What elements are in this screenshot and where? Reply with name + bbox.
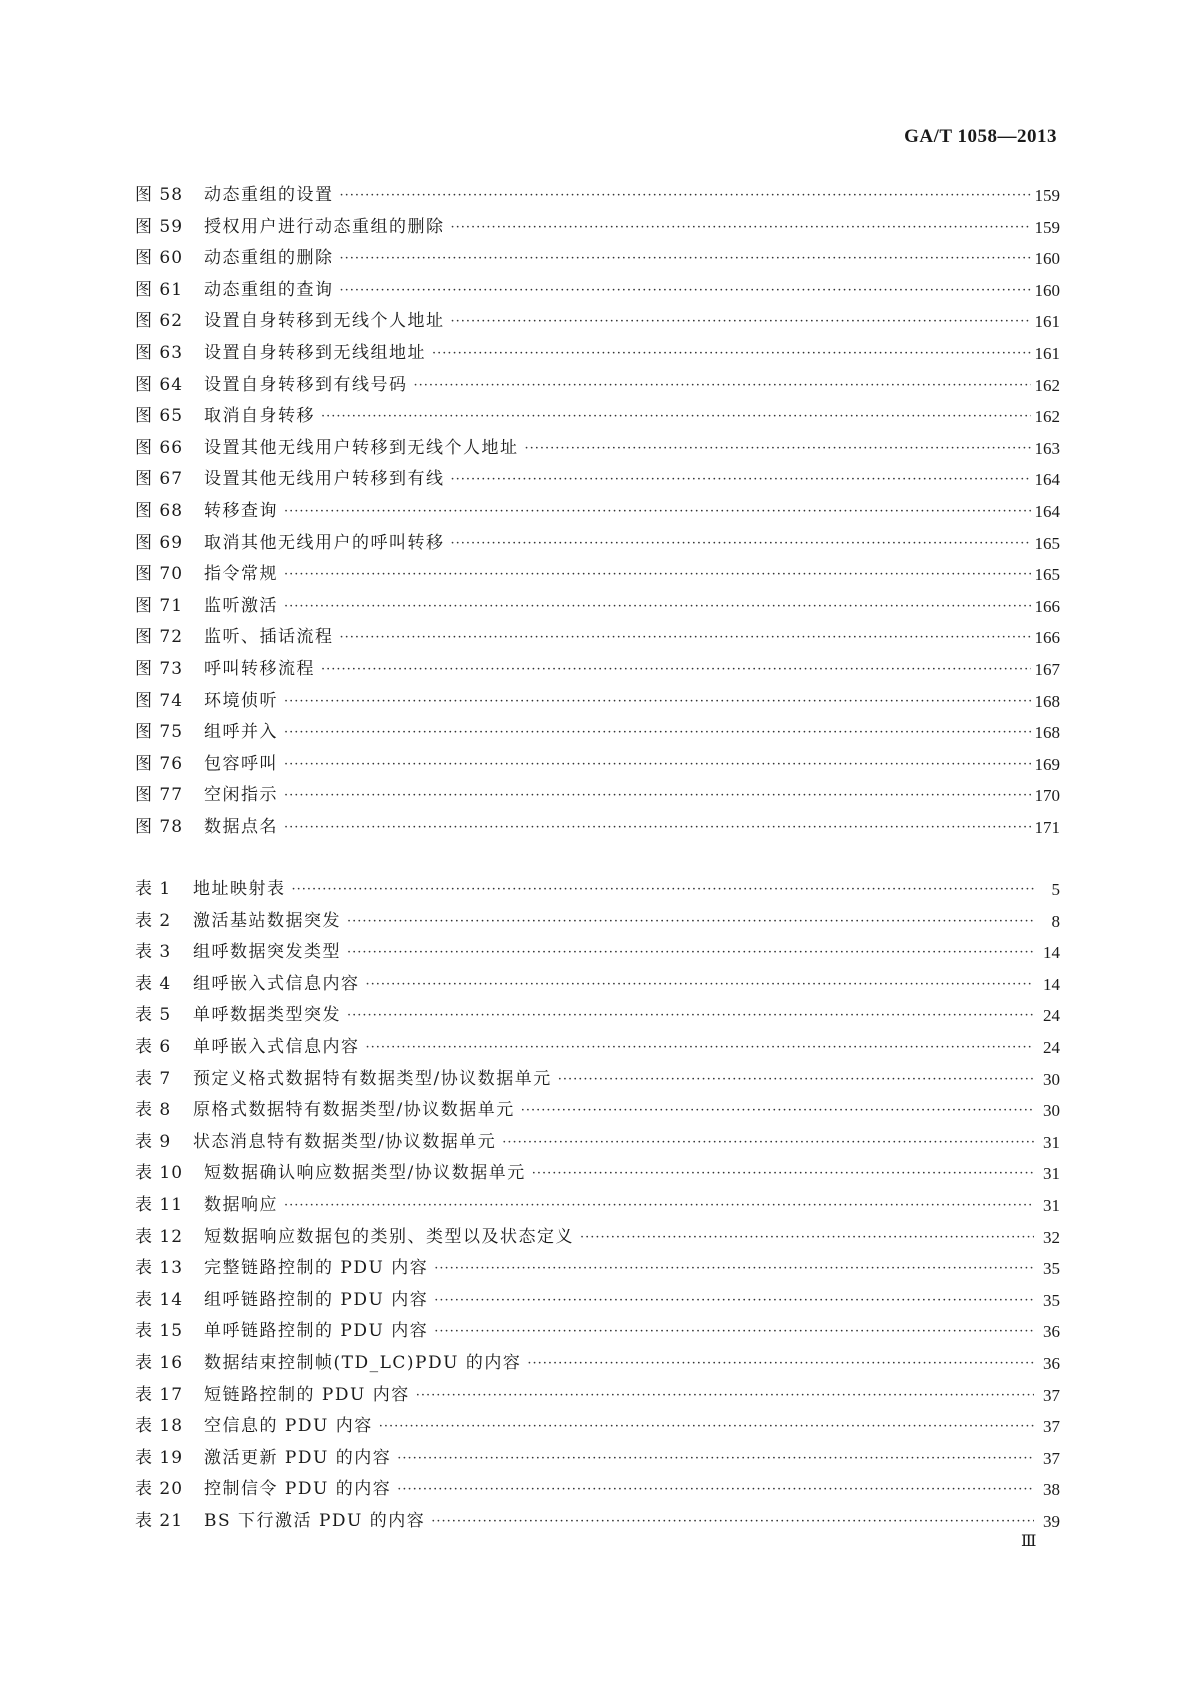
figure-entry-label: 图 74 xyxy=(135,690,184,711)
figure-entry-label: 图 61 xyxy=(135,279,184,300)
figure-entry-title: 监听、插话流程 xyxy=(204,627,334,648)
dot-leader xyxy=(340,180,1031,212)
table-entry-page: 14 xyxy=(1043,943,1060,963)
figure-entry-label: 图 68 xyxy=(135,500,184,521)
figure-entry-page: 168 xyxy=(1034,723,1060,743)
table-entry-title: 短链路控制的 PDU 内容 xyxy=(204,1384,410,1405)
figure-entry-page: 162 xyxy=(1034,407,1060,427)
table-entry[interactable] xyxy=(135,1474,1060,1506)
figure-entry-label: 图 60 xyxy=(135,248,184,269)
dot-leader xyxy=(284,686,1031,718)
figure-entry[interactable] xyxy=(135,433,1060,465)
table-entry-page: 32 xyxy=(1043,1227,1060,1247)
figure-entry-page: 170 xyxy=(1034,786,1060,806)
figure-entry-page: 165 xyxy=(1034,533,1060,553)
figure-entry-title: 空闲指示 xyxy=(204,785,278,806)
figure-entry-label: 图 78 xyxy=(135,816,184,837)
table-entry-page: 31 xyxy=(1043,1132,1060,1152)
dot-leader xyxy=(366,1032,1035,1064)
table-entry-label: 表 10 xyxy=(135,1163,184,1184)
table-entry-page: 37 xyxy=(1043,1448,1060,1468)
table-entry[interactable] xyxy=(135,1032,1060,1064)
figure-entry[interactable] xyxy=(135,654,1060,686)
table-entry[interactable] xyxy=(135,1127,1060,1159)
figure-entry[interactable] xyxy=(135,338,1060,370)
table-entry-title: 激活更新 PDU 的内容 xyxy=(204,1447,392,1468)
table-entry-title: 组呼数据突发类型 xyxy=(193,942,341,963)
dot-leader xyxy=(284,1190,1034,1222)
dot-leader xyxy=(397,1474,1034,1506)
figure-entry-page: 166 xyxy=(1034,628,1060,648)
table-entry-title: 预定义格式数据特有数据类型/协议数据单元 xyxy=(193,1068,552,1089)
dot-leader xyxy=(414,370,1031,402)
figure-entry[interactable] xyxy=(135,243,1060,275)
dot-leader xyxy=(347,1000,1034,1032)
table-entry[interactable] xyxy=(135,1158,1060,1190)
table-entry-page: 38 xyxy=(1043,1480,1060,1500)
figure-entry-page: 169 xyxy=(1034,754,1060,774)
figure-entry[interactable] xyxy=(135,717,1060,749)
table-entry[interactable] xyxy=(135,874,1060,906)
figure-entry-label: 图 73 xyxy=(135,658,184,679)
table-entry-label: 表 19 xyxy=(135,1447,184,1468)
figure-entry[interactable] xyxy=(135,180,1060,212)
figure-entry-title: 设置自身转移到无线个人地址 xyxy=(204,311,445,332)
table-entry-title: 数据结束控制帧(TD_LC)PDU 的内容 xyxy=(204,1352,522,1373)
dot-leader xyxy=(558,1064,1034,1096)
table-entry-label: 表 2 xyxy=(135,910,172,931)
table-entry-page: 24 xyxy=(1043,1037,1060,1057)
figure-entry-page: 160 xyxy=(1034,249,1060,269)
dot-leader xyxy=(284,749,1031,781)
figure-entry-title: 指令常规 xyxy=(204,564,278,585)
table-entry-page: 37 xyxy=(1043,1417,1060,1437)
figure-entry[interactable] xyxy=(135,812,1060,844)
table-entry-title: 控制信令 PDU 的内容 xyxy=(204,1479,392,1500)
table-entry-label: 表 6 xyxy=(135,1036,172,1057)
figure-entry-page: 164 xyxy=(1034,470,1060,490)
dot-leader xyxy=(366,969,1035,1001)
table-entry-title: 数据响应 xyxy=(204,1194,278,1215)
table-entry[interactable] xyxy=(135,1000,1060,1032)
figure-entry-label: 图 65 xyxy=(135,406,184,427)
table-entry-title: 激活基站数据突发 xyxy=(193,910,341,931)
table-entry-title: 空信息的 PDU 内容 xyxy=(204,1416,373,1437)
dot-leader xyxy=(532,1158,1034,1190)
table-entry-page: 8 xyxy=(1051,911,1060,931)
figure-entry-title: 设置自身转移到无线组地址 xyxy=(204,342,426,363)
figure-entry-label: 图 67 xyxy=(135,469,184,490)
figure-entry[interactable] xyxy=(135,622,1060,654)
dot-leader xyxy=(580,1222,1034,1254)
figure-entry[interactable] xyxy=(135,464,1060,496)
dot-leader xyxy=(340,275,1031,307)
dot-leader xyxy=(284,591,1031,623)
table-entry[interactable] xyxy=(135,1411,1060,1443)
table-entry[interactable] xyxy=(135,1253,1060,1285)
table-entry-page: 35 xyxy=(1043,1290,1060,1310)
table-entry-label: 表 11 xyxy=(135,1194,184,1215)
table-entry-page: 31 xyxy=(1043,1164,1060,1184)
table-entry[interactable] xyxy=(135,1380,1060,1412)
dot-leader xyxy=(451,464,1031,496)
figure-entry-title: 动态重组的删除 xyxy=(204,248,334,269)
table-entry[interactable] xyxy=(135,1348,1060,1380)
dot-leader xyxy=(521,1095,1034,1127)
figure-entry-label: 图 77 xyxy=(135,785,184,806)
table-entry-label: 表 4 xyxy=(135,973,172,994)
dot-leader xyxy=(321,401,1031,433)
dot-leader xyxy=(347,906,1034,938)
page-number: Ⅲ xyxy=(1021,1533,1037,1550)
figure-entry-page: 165 xyxy=(1034,565,1060,585)
figure-entry-page: 161 xyxy=(1034,343,1060,363)
figure-entry[interactable] xyxy=(135,528,1060,560)
table-entry[interactable] xyxy=(135,1506,1060,1538)
table-entry[interactable] xyxy=(135,937,1060,969)
table-entry-page: 5 xyxy=(1051,880,1060,899)
table-entry-page: 36 xyxy=(1043,1353,1060,1373)
table-entry-title: 单呼嵌入式信息内容 xyxy=(193,1036,360,1057)
table-entry-title: 短数据响应数据包的类别、类型以及状态定义 xyxy=(204,1226,574,1247)
figure-entry-page: 164 xyxy=(1034,501,1060,521)
figure-entry-label: 图 66 xyxy=(135,437,184,458)
table-entry-label: 表 7 xyxy=(135,1068,172,1089)
figure-entry-title: 转移查询 xyxy=(204,500,278,521)
figure-entry-page: 171 xyxy=(1034,817,1060,837)
dot-leader xyxy=(434,1253,1034,1285)
figure-entry-title: 动态重组的设置 xyxy=(204,185,334,205)
figure-entry-label: 图 62 xyxy=(135,311,184,332)
table-entry-label: 表 5 xyxy=(135,1005,172,1026)
dot-leader xyxy=(284,559,1031,591)
figure-entry-title: 呼叫转移流程 xyxy=(204,658,315,679)
table-entry-label: 表 18 xyxy=(135,1416,184,1437)
figure-entry-page: 167 xyxy=(1034,659,1060,679)
figure-entry-page: 163 xyxy=(1034,438,1060,458)
dot-leader xyxy=(416,1380,1034,1412)
table-entry-title: 短数据确认响应数据类型/协议数据单元 xyxy=(204,1163,526,1184)
table-entry-page: 39 xyxy=(1043,1511,1060,1531)
figure-entry-title: 设置其他无线用户转移到无线个人地址 xyxy=(204,437,519,458)
figure-entry-title: 动态重组的查询 xyxy=(204,279,334,300)
figure-entry-title: 环境侦听 xyxy=(204,690,278,711)
dot-leader xyxy=(434,1316,1034,1348)
dot-leader xyxy=(451,528,1031,560)
table-entry-page: 14 xyxy=(1043,974,1060,994)
figure-entry[interactable] xyxy=(135,496,1060,528)
figure-entry[interactable] xyxy=(135,401,1060,433)
figure-list xyxy=(135,180,1060,843)
table-entry-page: 36 xyxy=(1043,1322,1060,1342)
figure-entry-title: 取消自身转移 xyxy=(204,406,315,427)
figure-entry-label: 图 58 xyxy=(135,185,184,205)
table-entry[interactable] xyxy=(135,1316,1060,1348)
table-entry-title: 单呼数据类型突发 xyxy=(193,1005,341,1026)
table-entry[interactable] xyxy=(135,1443,1060,1475)
figure-entry-title: 数据点名 xyxy=(204,816,278,837)
dot-leader xyxy=(284,812,1031,844)
figure-entry-label: 图 76 xyxy=(135,753,184,774)
table-entry-label: 表 9 xyxy=(135,1131,172,1152)
table-entry[interactable] xyxy=(135,1285,1060,1317)
dot-leader xyxy=(292,874,1035,906)
dot-leader xyxy=(284,496,1031,528)
table-entry[interactable] xyxy=(135,1222,1060,1254)
figure-entry[interactable] xyxy=(135,591,1060,623)
figure-entry-label: 图 63 xyxy=(135,342,184,363)
table-entry-label: 表 3 xyxy=(135,942,172,963)
figure-entry[interactable] xyxy=(135,780,1060,812)
table-entry-title: 单呼链路控制的 PDU 内容 xyxy=(204,1321,429,1342)
dot-leader xyxy=(434,1285,1034,1317)
figure-entry[interactable] xyxy=(135,749,1060,781)
figure-entry-label: 图 75 xyxy=(135,722,184,743)
table-entry-label: 表 13 xyxy=(135,1258,184,1279)
dot-leader xyxy=(347,937,1034,969)
figure-entry[interactable] xyxy=(135,212,1060,244)
table-entry-title: 状态消息特有数据类型/协议数据单元 xyxy=(193,1131,497,1152)
table-entry-label: 表 17 xyxy=(135,1384,184,1405)
dot-leader xyxy=(284,717,1031,749)
dot-leader xyxy=(340,243,1031,275)
table-entry-title: 组呼嵌入式信息内容 xyxy=(193,973,360,994)
table-entry-label: 表 12 xyxy=(135,1226,184,1247)
dot-leader xyxy=(397,1443,1034,1475)
figure-entry-title: 监听激活 xyxy=(204,595,278,616)
table-list xyxy=(135,874,1060,1537)
table-entry-page: 35 xyxy=(1043,1259,1060,1279)
figure-entry-page: 161 xyxy=(1034,312,1060,332)
figure-entry-page: 168 xyxy=(1034,691,1060,711)
table-entry-page: 30 xyxy=(1043,1069,1060,1089)
table-entry[interactable] xyxy=(135,906,1060,938)
table-entry-title: 完整链路控制的 PDU 内容 xyxy=(204,1258,429,1279)
table-entry[interactable] xyxy=(135,1064,1060,1096)
table-entry[interactable] xyxy=(135,1095,1060,1127)
figure-entry[interactable] xyxy=(135,559,1060,591)
figure-entry-title: 包容呼叫 xyxy=(204,753,278,774)
table-entry-page: 37 xyxy=(1043,1385,1060,1405)
figure-entry-label: 图 71 xyxy=(135,595,184,616)
document-code: GA/T 1058—2013 xyxy=(904,126,1057,147)
table-entry-label: 表 15 xyxy=(135,1321,184,1342)
figure-entry[interactable] xyxy=(135,370,1060,402)
table-entry[interactable] xyxy=(135,969,1060,1001)
dot-leader xyxy=(527,1348,1034,1380)
figure-entry-page: 159 xyxy=(1034,186,1060,205)
table-entry-title: 原格式数据特有数据类型/协议数据单元 xyxy=(193,1100,515,1121)
dot-leader xyxy=(321,654,1031,686)
dot-leader xyxy=(340,622,1031,654)
figure-entry-title: 设置其他无线用户转移到有线 xyxy=(204,469,445,490)
dot-leader xyxy=(431,1506,1034,1538)
figure-entry[interactable] xyxy=(135,686,1060,718)
figure-entry-title: 设置自身转移到有线号码 xyxy=(204,374,408,395)
table-entry-label: 表 14 xyxy=(135,1289,184,1310)
dot-leader xyxy=(451,212,1031,244)
figure-entry-label: 图 70 xyxy=(135,564,184,585)
table-entry-title: 地址映射表 xyxy=(193,879,286,899)
dot-leader xyxy=(379,1411,1034,1443)
figure-entry-label: 图 64 xyxy=(135,374,184,395)
figure-entry-title: 取消其他无线用户的呼叫转移 xyxy=(204,532,445,553)
figure-entry[interactable] xyxy=(135,275,1060,307)
figure-entry-page: 160 xyxy=(1034,280,1060,300)
figure-entry-label: 图 69 xyxy=(135,532,184,553)
figure-entry-page: 159 xyxy=(1034,217,1060,237)
table-entry-label: 表 16 xyxy=(135,1352,184,1373)
table-entry-label: 表 21 xyxy=(135,1510,184,1531)
table-entry[interactable] xyxy=(135,1190,1060,1222)
table-entry-label: 表 8 xyxy=(135,1100,172,1121)
dot-leader xyxy=(284,780,1031,812)
table-entry-title: 组呼链路控制的 PDU 内容 xyxy=(204,1289,429,1310)
figure-entry-title: 授权用户进行动态重组的删除 xyxy=(204,216,445,237)
table-entry-label: 表 1 xyxy=(135,879,172,899)
table-entry-title: BS 下行激活 PDU 的内容 xyxy=(204,1510,426,1531)
dot-leader xyxy=(525,433,1031,465)
dot-leader xyxy=(432,338,1031,370)
table-entry-page: 30 xyxy=(1043,1101,1060,1121)
figure-entry[interactable] xyxy=(135,306,1060,338)
table-entry-page: 24 xyxy=(1043,1006,1060,1026)
figure-entry-title: 组呼并入 xyxy=(204,722,278,743)
figure-entry-page: 162 xyxy=(1034,375,1060,395)
dot-leader xyxy=(502,1127,1034,1159)
figure-entry-label: 图 72 xyxy=(135,627,184,648)
dot-leader xyxy=(451,306,1031,338)
figure-entry-page: 166 xyxy=(1034,596,1060,616)
table-entry-label: 表 20 xyxy=(135,1479,184,1500)
table-entry-page: 31 xyxy=(1043,1195,1060,1215)
figure-entry-label: 图 59 xyxy=(135,216,184,237)
